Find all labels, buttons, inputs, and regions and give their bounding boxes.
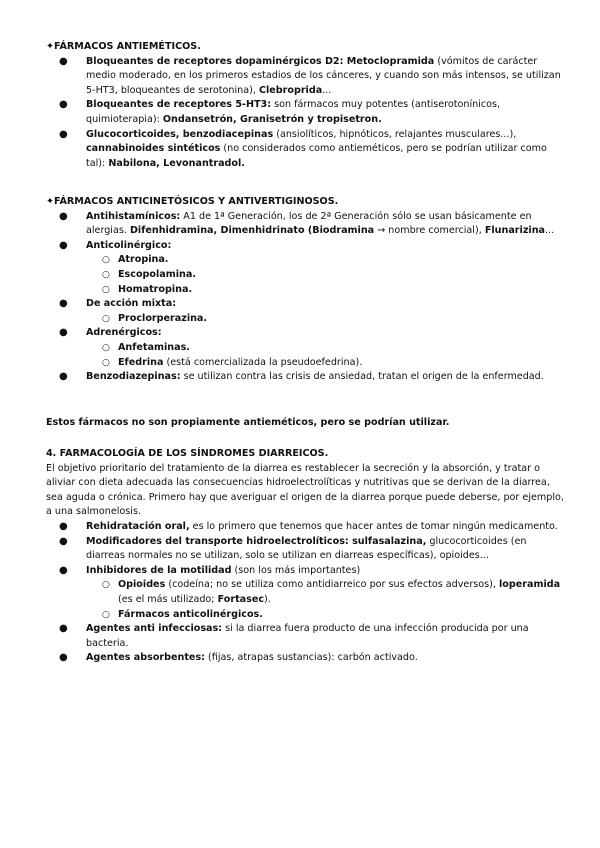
bullet-icon: ● xyxy=(59,239,68,251)
antiemeticos-list xyxy=(46,55,566,172)
bullet-icon: ● xyxy=(59,55,68,67)
list-item: ● Agentes absorbentes: (fijas, atrapas sustancias): carbón activado. xyxy=(46,651,566,666)
list-item: ● Glucocorticoides, benzodiacepinas (ansiolíticos, hipnóticos, relajantes musculares...), cannabinoides sintéticos (no considerados como antieméticos, pero se podrían utilizar como tal): Nabilona, Levonantradol. xyxy=(59,128,547,169)
list-item: ● Inhibidores de la motilidad (son los más importantes) xyxy=(46,564,566,579)
sub-list-item: ○ Anfetaminas. xyxy=(46,341,566,356)
sub-list-item: ○ Fármacos anticolinérgicos. xyxy=(46,608,566,623)
bullet-icon: ● xyxy=(59,298,68,310)
bullet-icon: ● xyxy=(59,564,68,576)
circle-bullet-icon: ○ xyxy=(102,580,110,591)
bullet-icon: ● xyxy=(59,210,68,222)
star-icon: ✦ xyxy=(46,41,55,52)
sub-list-item: ○ Escopolamina. xyxy=(46,268,566,283)
section-title: ✦FÁRMACOS ANTICINETÓSICOS Y ANTIVERTIGINOSOS. xyxy=(46,196,339,207)
circle-bullet-icon: ○ xyxy=(102,284,110,295)
circle-bullet-icon: ○ xyxy=(102,357,110,368)
section-title: 4. FARMACOLOGÍA DE LOS SÍNDROMES DIARREICOS. xyxy=(46,448,329,459)
bullet-icon: ● xyxy=(59,128,68,140)
list-item: ● Bloqueantes de receptores 5-HT3: son fármacos muy potentes (antiserotonínicos, quimioterapia): Ondansetrón, Granisetrón y tropisetron. xyxy=(59,99,501,125)
sub-list-item: ○ Homatropina. xyxy=(46,283,566,298)
bullet-icon: ● xyxy=(59,371,68,383)
sub-list-item: ○ Opioides (codeína; no se utiliza como antidiarreico por sus efectos adversos), loperamida (es el más utilizado; Fortasec). xyxy=(102,579,561,605)
sub-list-item: ○ Atropina. xyxy=(46,253,566,268)
section-diarreicos xyxy=(46,447,566,666)
bullet-icon: ● xyxy=(59,520,68,532)
list-item: ● Benzodiazepinas: se utilizan contra las crisis de ansiedad, tratan el origen de la enfermedad. xyxy=(46,370,566,385)
diarreicos-list xyxy=(46,520,566,666)
list-item: ● Anticolinérgico: xyxy=(46,239,566,254)
list-item: ● Adrenérgicos: xyxy=(46,326,566,341)
list-item: ● Rehidratación oral, es lo primero que tenemos que hacer antes de tomar ningún medicamento. xyxy=(46,520,566,535)
list-item: ● Bloqueantes de receptores dopaminérgicos D2: Metoclopramida (vómitos de carácter medio moderado, en los primeros estadios de los cánceres, y cuando son más intensos, se utilizan 5-HT3, bloqueantes de serotonina), Clebroprida... xyxy=(59,55,561,96)
section-title: ✦FÁRMACOS ANTIEMÉTICOS. xyxy=(46,41,201,52)
list-item: ● Antihistamínicos: A1 de 1ª Generación, los de 2ª Generación sólo se usan básicamente en alergias. Difenhidramina, Dimenhidrinato (Biodramina → nombre comercial), Flunarizina... xyxy=(59,210,555,237)
note-paragraph: Estos fármacos no son propiamente antieméticos, pero se podrían utilizar. xyxy=(46,417,450,428)
bullet-icon: ● xyxy=(59,327,68,339)
circle-bullet-icon: ○ xyxy=(102,609,110,620)
sub-list-item: ○ Efedrina (está comercializada la pseudoefedrina). xyxy=(46,356,566,371)
circle-bullet-icon: ○ xyxy=(102,255,110,266)
list-item: ● Agentes anti infecciosas: si la diarrea fuera producto de una infección producida por una bacteria. xyxy=(59,623,529,649)
circle-bullet-icon: ○ xyxy=(102,313,110,324)
bullet-icon: ● xyxy=(59,535,68,547)
bullet-icon: ● xyxy=(59,623,68,635)
list-item: ● Modificadores del transporte hidroelectrolíticos: sulfasalazina, glucocorticoides (en diarreas normales no se utilizan, solo se utilizan en diarreas específicas), opioides... xyxy=(59,535,527,562)
intro-paragraph: El objetivo prioritario del tratamiento de la diarrea es restablecer la secreción y la absorción, y tratar o aliviar con dieta adecuada las consecuencias hidroelectrolíticas y nutritivas que se derivan de la diarrea, sea aguda o crónica. Primero hay que averiguar el origen de la diarrea porque puede deberse, por ejemplo, a una salmonelosis. xyxy=(46,462,564,518)
bullet-icon: ● xyxy=(59,99,68,111)
section-anticinetosicos xyxy=(46,195,566,385)
list-item: ● De acción mixta: xyxy=(46,297,566,312)
anticinetosicos-list xyxy=(46,210,566,385)
circle-bullet-icon: ○ xyxy=(102,269,110,280)
sub-list-item: ○ Proclorperazina. xyxy=(46,312,566,327)
section-antiemeticos xyxy=(46,40,566,171)
bullet-icon: ● xyxy=(59,652,68,664)
circle-bullet-icon: ○ xyxy=(102,342,110,353)
star-icon: ✦ xyxy=(46,196,55,207)
